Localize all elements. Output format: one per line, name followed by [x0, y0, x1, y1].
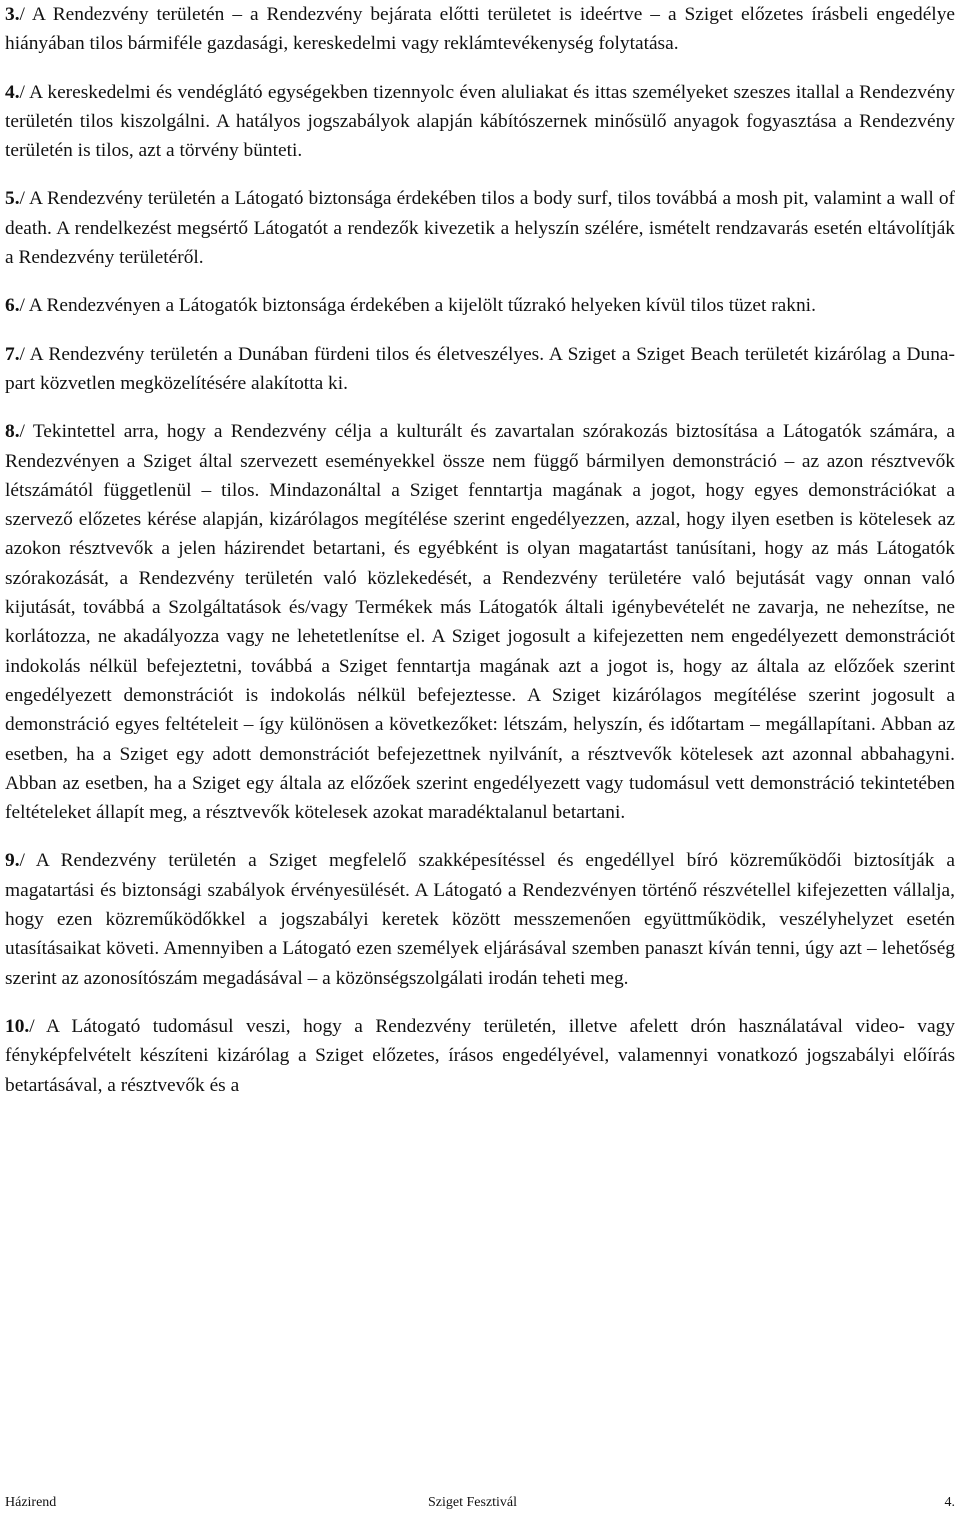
paragraph-5 — [5, 184, 955, 272]
document-page — [5, 0, 955, 1119]
paragraph-text: / Tekintettel arra, hogy a Rendezvény célja a kulturált és zavartalan szórakozás biztosítása a Látogatók számára, a Rendezvényen a Sziget által szervezett eseményekkel össze nem függő bármilyen demonstráció – az azon résztvevők létszámától függetlenül – tilos. Mindazonáltal a Sziget fenntartja magának a jogot, hogy egyes demonstrációkat a szervező előzetes kérése alapján, kizárólagos megítélése szerint engedélyezzen, azzal, hogy ilyen esetben is kötelesek az azokon résztvevők a jelen házirendet betartani, és egyébként is olyan magatartást tanúsítani, hogy az más Látogatók szórakozását, a Rendezvény területén való közlekedését, a Rendezvény területére való bejutását vagy onnan való kijutását, továbbá a Szolgáltatások és/vagy Termékek más Látogatók általi igénybevételét ne zavarja, ne nehezítse, ne korlátozza, ne akadályozza vagy ne lehetetlenítse el. A Sziget jogosult a kifejezetten nem engedélyezett demonstrációt indokolás nélkül befejeztetni, továbbá a Sziget fenntartja magának azt a jogot is, hogy az általa az előzőek szerint engedélyezett demonstrációt is indokolás nélkül befejeztesse. A Sziget kizárólagos megítélése szerint jogosult a demonstráció egyes feltételeit – így különösen a következőket: létszám, helyszín, és időtartam – megállapítani. Abban az esetben, ha a Sziget egy adott demonstrációt befejezettnek nyilvánít, a résztvevők kötelesek azt azonnal abbahagyni. Abban az esetben, ha a Sziget egy általa az előzőek szerint engedélyezett vagy tudomásul vett demonstráció tekintetében feltételeket állapít meg, a résztvevők kötelesek azokat maradéktalanul betartani. — [5, 421, 955, 824]
paragraph-number: 7. — [5, 343, 20, 365]
paragraph-3 — [5, 0, 955, 59]
paragraph-9 — [5, 846, 955, 992]
paragraph-10 — [5, 1012, 955, 1100]
paragraph-number: 4. — [5, 81, 20, 103]
paragraph-7 — [5, 340, 955, 399]
paragraph-text: / A Rendezvény területén a Sziget megfelelő szakképesítéssel és engedéllyel bíró közreműködői biztosítják a magatartási és biztonsági szabályok érvényesülését. A Látogató a Rendezvényen történő részvétellel kifejezetten vállalja, hogy ezen közreműködőkkel a jogszabályi keretek között messzemenően együttműködik, veszélyhelyzet esetén utasításaikat követi. Amennyiben a Látogató ezen személyek eljárásával szemben panaszt kíván tenni, úgy azt – lehetőség szerint az azonosítószám megadásával – a közönségszolgálati irodán teheti meg. — [5, 850, 955, 989]
paragraph-text: / A kereskedelmi és vendéglátó egységekben tizennyolc éven aluliakat és ittas személyeket szeszes itallal a Rendezvény területén tilos kiszolgálni. A hatályos jogszabályok alapján kábítószernek minősülő anyagok fogyasztása a Rendezvény területén is tilos, azt a törvény bünteti. — [5, 81, 955, 162]
paragraph-6 — [5, 291, 955, 320]
paragraph-text: / A Rendezvényen a Látogatók biztonsága érdekében a kijelölt tűzrakó helyeken kívül tilos tüzet rakni. — [19, 295, 816, 317]
footer-organization: Sziget Fesztivál — [428, 1495, 518, 1510]
footer-document-title: Házirend — [5, 1495, 57, 1510]
paragraph-number: 3. — [5, 4, 20, 25]
paragraph-text: / A Rendezvény területén a Dunában fürdeni tilos és életveszélyes. A Sziget a Sziget Beach területét kizárólag a Duna-part közvetlen megközelítésére alakította ki. — [5, 343, 955, 394]
footer-page-number: 4. — [944, 1495, 955, 1510]
page-footer — [5, 1494, 955, 1512]
paragraph-number: 10. — [5, 1015, 30, 1037]
paragraph-number: 5. — [5, 188, 20, 210]
paragraph-8 — [5, 417, 955, 827]
paragraph-4 — [5, 78, 955, 166]
paragraph-text: / A Rendezvény területén – a Rendezvény bejárata előtti területet is ideértve – a Sziget előzetes írásbeli engedélye hiányában tilos bármiféle gazdasági, kereskedelmi vagy reklámtevékenység folytatása. — [5, 4, 955, 55]
paragraph-text: / A Rendezvény területén a Látogató biztonsága érdekében tilos a body surf, tilos továbbá a mosh pit, valamint a wall of death. A rendelkezést megsértő Látogatót a rendezők kivezetik a helyszín szélére, ismételt rendzavarás esetén eltávolítják a Rendezvény területéről. — [5, 188, 955, 269]
paragraph-number: 8. — [5, 421, 20, 443]
paragraph-number: 6. — [5, 295, 20, 317]
paragraph-number: 9. — [5, 850, 20, 872]
paragraph-text: / A Látogató tudomásul veszi, hogy a Rendezvény területén, illetve afelett drón használatával video- vagy fényképfelvételt készíteni kizárólag a Sziget előzetes, írásos engedélyével, valamennyi vonatkozó jogszabályi előírás betartásával, a résztvevők és a — [5, 1015, 955, 1096]
